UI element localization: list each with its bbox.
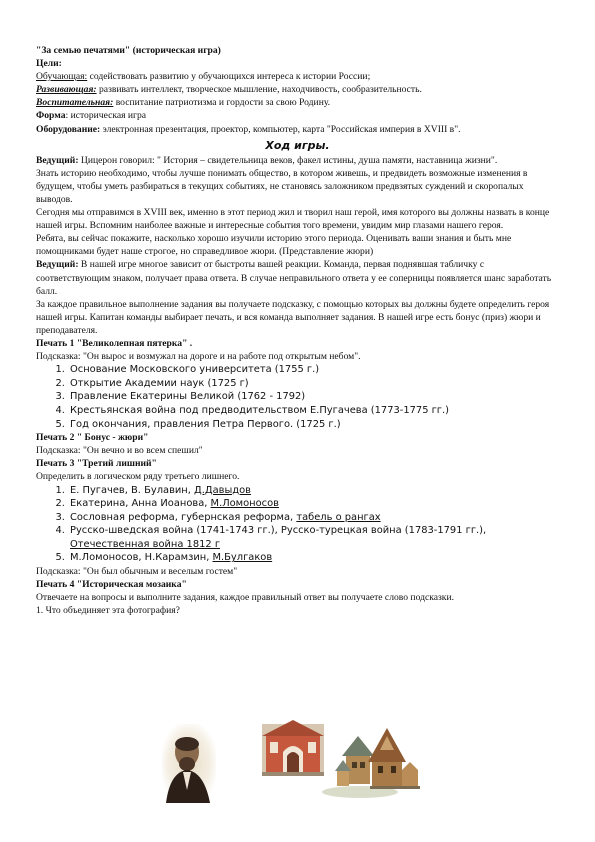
seal1-hint: Подсказка: "Он вырос и возмужал на дороге и на работе под открытым небом". xyxy=(36,351,361,363)
odd-one-out: табель о рангах xyxy=(296,511,381,523)
host-label: Ведущий: xyxy=(36,259,79,271)
seal4-task: Отвечаете на вопросы и выполните задания, каждое правильный ответ вы получаете слово подсказки. xyxy=(36,592,454,604)
goal-developing-text: развивать интеллект, творческое мышление, находчивость, сообразительность. xyxy=(96,84,422,96)
seal3-task: Определить в логическом ряду третьего лишнего. xyxy=(36,471,240,483)
odd-one-out: М.Булгаков xyxy=(212,552,273,564)
paragraph-2: Знать историю необходимо, чтобы лучше понимать общество, в котором живешь, и предвидеть возможные изменения в будущем, чтобы уметь разбираться в текущих событиях, не становясь заложником предвзятых суждений и скоропалых выводов. xyxy=(36,167,528,205)
goal-upbringing-text: воспитание патриотизма и гордости за свою Родину. xyxy=(113,97,331,109)
terem-house-photo xyxy=(368,728,420,789)
list-item-text: М.Ломоносов, Н.Карамзин, xyxy=(70,552,213,564)
goals-label: Цели: xyxy=(36,58,62,70)
paragraph-4: Ребята, вы сейчас покажите, насколько хорошо изучили историю этого периода. Оценивать ваши знания и быть мне помощниками будет наше строгое, но справедливое жюри. (Представление жюри) xyxy=(36,233,512,258)
odd-one-out: Отечественная война 1812 г xyxy=(70,538,221,550)
section-heading: Ход игры. xyxy=(265,138,330,152)
seal4-question-1: 1. Что объединяет эта фотография? xyxy=(36,605,180,617)
goal-developing-label: Развивающая: xyxy=(36,84,97,96)
list-item: 5. Год окончания, правления Петра Первого. (1725 г.) xyxy=(68,418,559,432)
goal-teaching-text: содействовать развитию у обучающихся интереса к истории России; xyxy=(87,71,371,83)
paragraph-3: Сегодня мы отправимся в XVIII век, именно в этот период жил и творил наш герой, имя которого вы должны назвать в конце нашей игры. Вспомним наиболее важные и интересные события того времени, увидим мир глазами нашего героя. xyxy=(36,207,550,232)
host-text: Цицерон говорил: " История – свидетельница веков, факел истины, душа памяти, наставница жизни". xyxy=(78,154,498,166)
list-item: 3. Правление Екатерины Великой (1762 - 1792) xyxy=(68,390,559,404)
odd-one-out: Д.Давыдов xyxy=(194,484,251,496)
seal1-title: Печать 1 "Великолепная пятерка" . xyxy=(36,337,193,349)
document-title: "За семью печатями" (историческая игра) xyxy=(36,45,221,56)
seal4-title: Печать 4 "Историческая мозаика" xyxy=(36,579,187,591)
seal3-hint: Подсказка: "Он был обычным и веселым гостем" xyxy=(36,566,238,578)
list-item-text: Русско-шведская война (1741-1743 гг.), Русско-турецкая война (1783-1791 гг.), xyxy=(70,525,487,537)
equipment-text: электронная презентация, проектор, компьютер, карта "Российская империя в XVIII в". xyxy=(100,123,461,135)
host-label: Ведущий: xyxy=(36,154,79,166)
equipment-label: Оборудование: xyxy=(36,123,101,135)
paragraph-6: За каждое правильное выполнение задания вы получаете подсказку, с помощью которых вы должны будете определить героя нашей игры. Капитан команды выбирает печать, и вся команда выполняет задания. В нашей игре есть бонус (приз) жюри и преподавателя. xyxy=(36,298,550,336)
goal-upbringing-label: Воспитательная: xyxy=(36,97,114,109)
host-text: В нашей игре многое зависит от быстроты вашей реакции. Команда, первая поднявшая табличку с соответствующим знаком, получает права ответа. В случае неправильного ответа у ее соперницы появляется шанс заработать балл. xyxy=(36,259,552,297)
list-item-text: Екатерина, Анна Иоанова, xyxy=(70,498,211,510)
list-item: 1. Основание Московского университета (1755 г.) xyxy=(68,363,559,377)
seal2-title: Печать 2 " Бонус - жюри" xyxy=(36,432,149,444)
seal3-title: Печать 3 "Третий лишний" xyxy=(36,458,157,470)
list-item: 4. Крестьянская война под предводительством Е.Пугачева (1773-1775 гг.) xyxy=(68,404,559,418)
seal2-hint: Подсказка: "Он вечно и во всем спешил" xyxy=(36,445,203,457)
gallery-building-photo xyxy=(262,720,324,776)
goal-teaching-label: Обучающая: xyxy=(36,71,88,83)
form-label: Форма xyxy=(36,110,66,122)
form-text: : историческая игра xyxy=(65,110,147,122)
list-item: 2. Открытие Академии наук (1725 г) xyxy=(68,377,559,391)
portrait-photo xyxy=(162,724,216,803)
list-item-text: Е. Пугачев, В. Булавин, xyxy=(70,484,195,496)
list-item-text: Сословная реформа, губернская реформа, xyxy=(70,511,297,523)
odd-one-out: М.Ломоносов xyxy=(210,498,279,510)
